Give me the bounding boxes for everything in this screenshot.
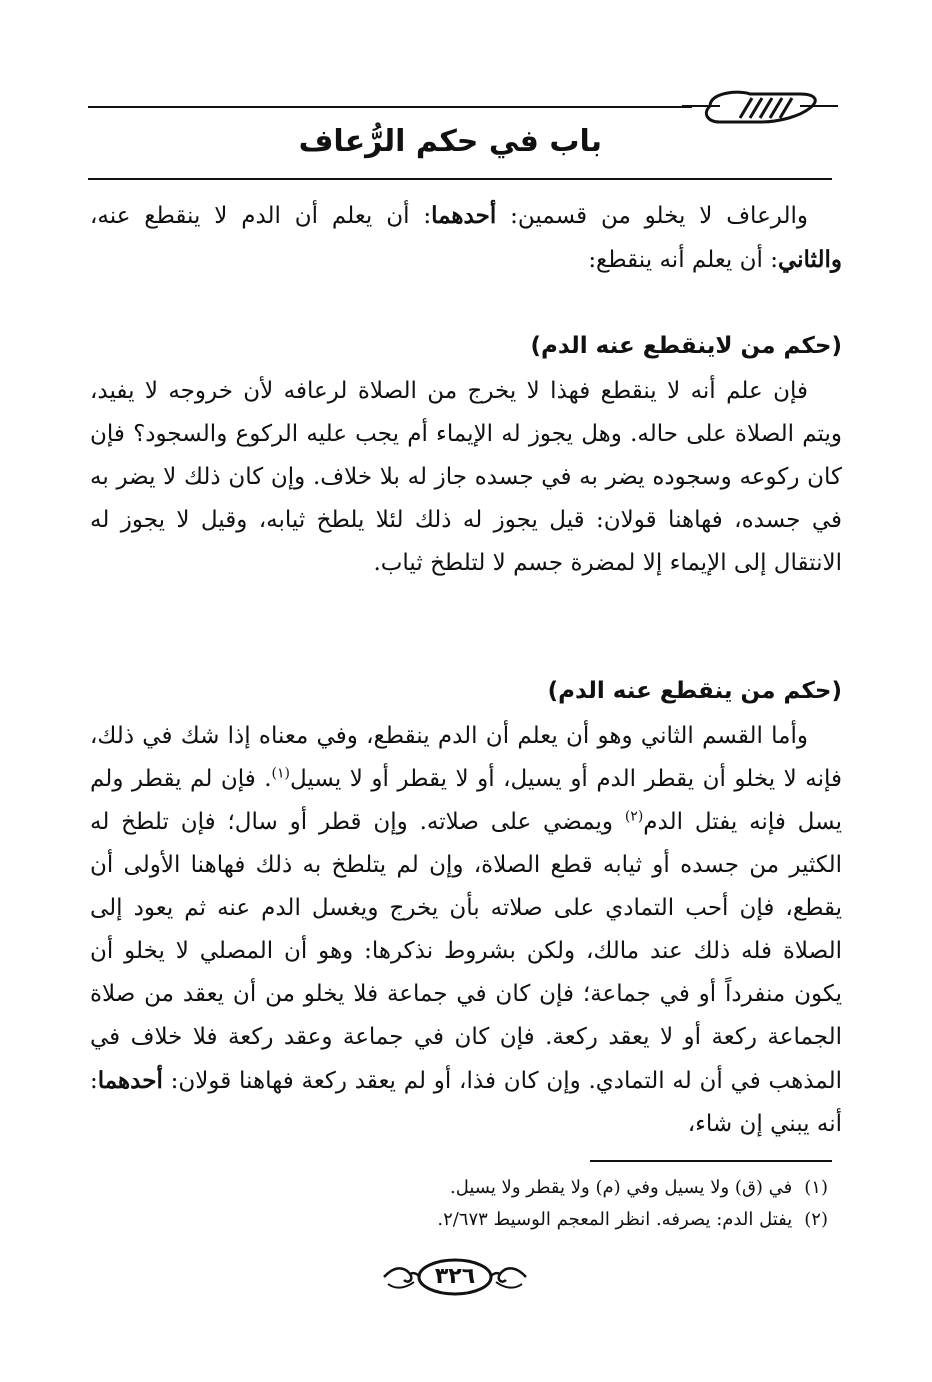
intro-paragraph <box>90 194 842 282</box>
footnote-2 <box>88 1204 828 1236</box>
section2-paragraph <box>90 715 842 1146</box>
intro-term-second: والثاني <box>777 246 842 273</box>
intro-text-c: : أن يعلم أن الدم لا ينقطع عنه، <box>90 203 432 229</box>
footnote-1 <box>88 1172 828 1204</box>
intro-text-e: : أن يعلم أنه ينقطع: <box>588 247 778 273</box>
section2-text-e: : أنه يبني إن شاء، <box>90 1068 842 1137</box>
section2-text-b: . فإن لم يقطر ولم يسل فإنه يفتل الدم <box>90 766 842 835</box>
section-heading-no-stop: (حكم من لاينقطع عنه الدم) <box>530 333 842 359</box>
header-top-rule <box>88 106 692 108</box>
footnote-number: (٢) <box>804 1209 828 1230</box>
footnotes <box>88 1172 828 1236</box>
section1-text: فإن علم أنه لا ينقطع فهذا لا يخرج من الصلاة لرعافه لأن خروجه لا يفيد، ويتم الصلاة على حاله. وهل يجوز له الإيماء أم يجب عليه الركوع والسجود؟ فإن كان ركوعه وسجوده يضر به في جسده جاز له بلا خلاف. وإن كان ذلك لا يضر به في جسده، فهاهنا قولان: قيل يجوز له ذلك لئلا يلطخ ثيابه، وقيل لا يجوز له الانتقال إلى الإيماء إلا لمضرة جسم لا لتلطخ ثياب. <box>90 378 842 576</box>
section2-text-c: ويمضي على صلاته. وإن قطر أو سال؛ فإن تلطخ له الكثير من جسده أو ثيابه قطع الصلاة، وإن لم يتلطخ به ذلك فهاهنا الأولى أن يقطع، فإن أحب التمادي على صلاته بأن يخرج ويغسل الدم عنه ثم يعود إلى الصلاة فله ذلك عند مالك، ولكن بشروط نذكرها: وهو أن المصلي لا يخلو أن يكون منفرداً أو في جماعة؛ فإن كان في جماعة فلا يخلو من أن يعقد من صلاة الجماعة ركعة أو لا يعقد ركعة. فإن كان في جماعة وعقد ركعة فلا خلاف في المذهب في أن له التمادي. وإن كان فذا، أو لم يعقد ركعة فهاهنا قولان: <box>90 809 842 1094</box>
section2-text-a: وأما القسم الثاني وهو أن يعلم أن الدم ينقطع، وفي معناه إذا شك في ذلك، فإنه لا يخلو أن يقطر الدم أو يسيل، أو لا يقطر أو لا يسيل <box>90 723 843 792</box>
section-heading-stops: (حكم من ينقطع عنه الدم) <box>547 678 842 704</box>
intro-term-first: أحدهما <box>431 202 497 229</box>
page-number: ٣٢٦ <box>434 1264 476 1289</box>
section1-paragraph <box>90 370 842 585</box>
footnote-ref-1[interactable]: (١) <box>271 765 291 782</box>
chapter-title: باب في حكم الرُّعاف <box>298 124 602 159</box>
footnote-ref-2[interactable]: (٢) <box>624 808 644 825</box>
header-bottom-rule <box>88 178 832 180</box>
section2-term-first: أحدهما <box>97 1067 163 1094</box>
footnote-text: في (ق) ولا يسيل وفي (م) ولا يقطر ولا يسيل. <box>449 1177 793 1198</box>
intro-text-a: والرعاف لا يخلو من قسمين: <box>496 203 808 229</box>
footnote-text: يفتل الدم: يصرفه. انظر المعجم الوسيط ٢/٦٧٣. <box>437 1209 793 1230</box>
footnote-number: (١) <box>804 1177 828 1198</box>
header-ornament-icon <box>680 88 840 128</box>
footnote-rule <box>590 1160 832 1162</box>
